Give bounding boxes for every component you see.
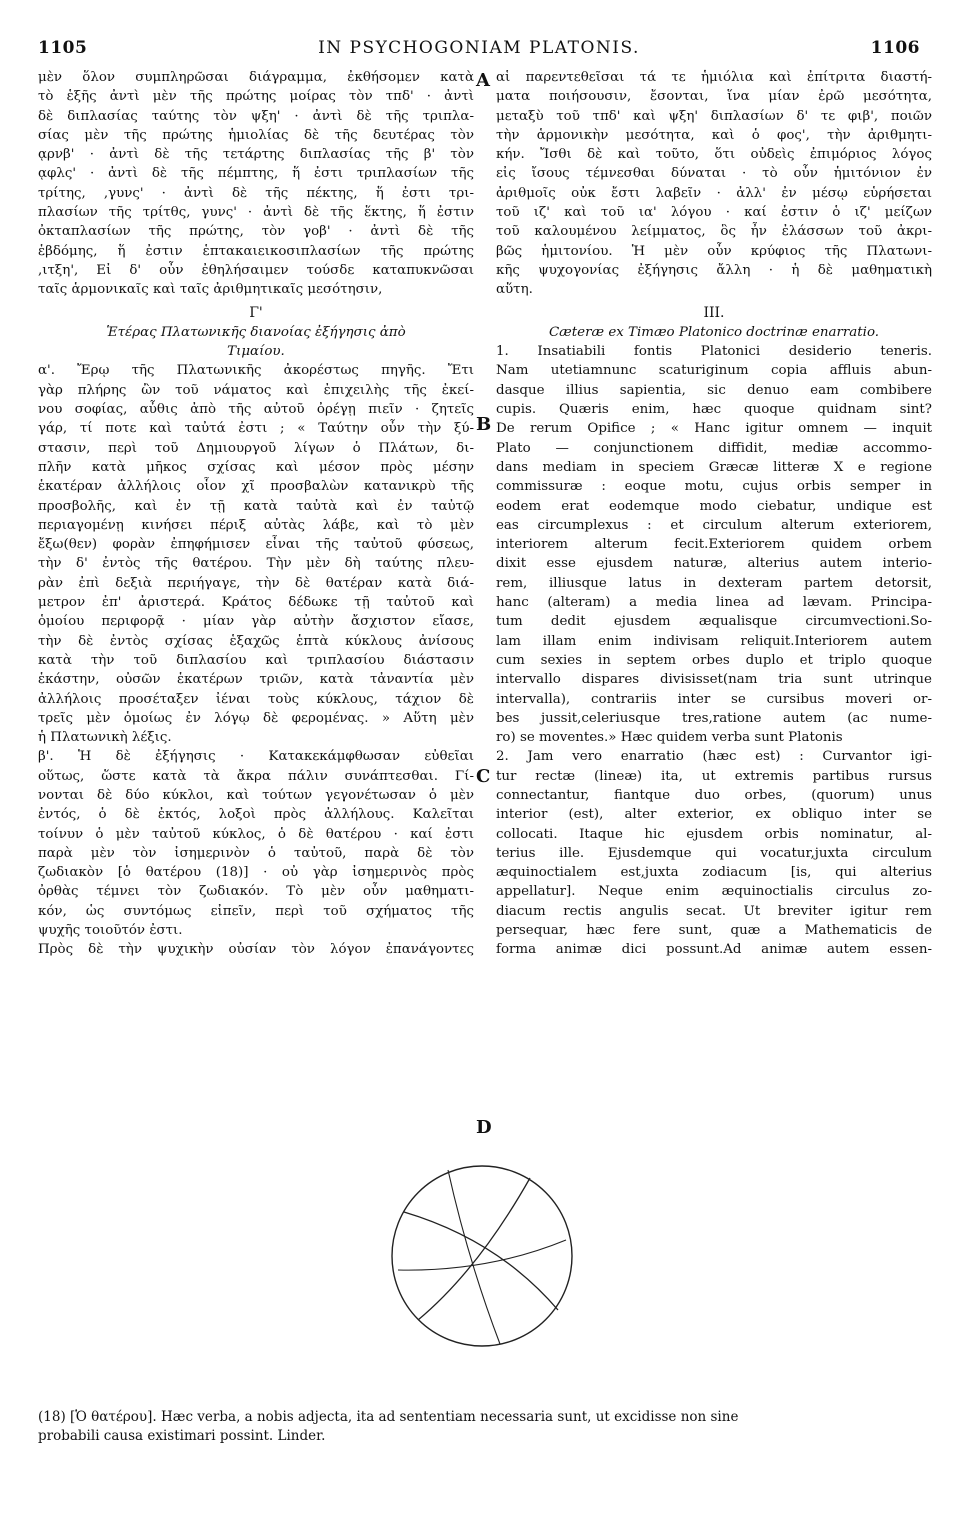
greek-section-title-line: Ἑτέρας Πλατωνικῆς διανοίας ἐξήγησις ἀπὸ [106,324,406,340]
curve-2 [418,1178,530,1320]
greek-line: πλασίων τῆς τρίτθς, γυνς' · ἀντὶ δὲ τῆς ἕκτης, ἥ ἐστιν [38,205,474,221]
greek-line: ἐντός, ὁ δὲ ἐκτός, λοξοὶ πρὸς ἀλλήλους. Καλεῖται [38,807,474,823]
latin-line: rem, illiusque latus in dexteram partem detorsit, [496,575,932,591]
footnote-line: (18) [Ὁ θατέρου]. Hæc verba, a nobis adjecta, ita ad sententiam necessaria sunt, ut excidisse non sine [38,1409,739,1425]
greek-paragraph-2 [38,361,474,747]
latin-line: cum sexies in septem orbes duplo et triplo quoque [496,652,932,668]
greek-line: τὸ ἑξῆς ἀντὶ μὲν τῆς πρώτης μοίρας τὸν τπδ' · ἀντὶ [38,89,474,105]
latin-line: cupis. Quæris enim, hæc quoque quidnam sint? [496,402,932,418]
latin-line: 1. Insatiabili fontis Platonici desiderio teneris. [496,344,932,360]
greek-paragraph-1 [38,68,474,300]
greek-line: ἀλλήλοις προσέταξεν ἰέναι τοὺς κύκλους, τάχιον δὲ [38,691,474,707]
greek-line: ζωδιακὸν [ὁ θατέρου (18)] · οὐ γὰρ ἰσημερινὸς πρὸς [38,865,474,881]
latin-line: τοῦ καλουμένου λείμματος, ὃς ἦν ἐλάσσων τοῦ ἀκρι- [496,224,932,240]
latin-line: ματα ποιήσουσιν, ἔσονται, ἵνα μίαν ἐρῶ μεσότητα, [496,89,932,105]
latin-line: αὕτη. [496,282,533,298]
page-number-right: 1106 [870,38,920,58]
latin-line: μεταξὺ τοῦ τπδ' καὶ ψξη' διπλασίων δ' τε φιβ', ποιῶν [496,108,932,124]
latin-line: collocati. Itaque hic ejusdem orbis nominatur, al- [496,826,932,842]
latin-line: intervalla), contrariis inter se cursibus moveri or- [496,691,932,707]
circles-diagram [388,1160,576,1352]
latin-line: æquinoctialem est,juxta zodiacum [is, qui alterius [496,865,932,881]
latin-line: Nam utetiamnunc scaturiginum copia affluis abun- [496,363,932,379]
greek-line: τρίτης, ,γυνς' · ἀντὶ δὲ τῆς πέκτης, ἥ ἐστι τρι- [38,185,474,201]
latin-line: eodem erat eodemque modo ciebatur, undique est [496,498,932,514]
latin-line: dasque illius sapientia, sic denuo eam combibere [496,382,932,398]
greek-section-title [38,323,474,362]
greek-line: ὁμοίου περιφορᾷ · μίαν γὰρ αὐτὴν ἄσχιστον εἴασε, [38,614,474,630]
latin-line: τὴν ἁρμονικὴν μεσότητα, καὶ ὁ φος', τὴν ἀριθμητι- [496,127,932,143]
latin-line: tur rectæ (lineæ) ita, ut extremis partibus rursus [496,768,932,784]
latin-column [496,68,932,960]
greek-line: ἡ Πλατωνικὴ λέξις. [38,730,172,746]
greek-line: τρεῖς μὲν ὁμοίως ἐν λόγῳ δὲ φερομένας. » Αὕτη μὲν [38,710,474,726]
greek-line: ἑβδόμης, ἥ ἐστιν ἑπτακαιεικοσιπλασίων τῆς πρώτης [38,243,474,259]
greek-paragraph-3 [38,747,474,940]
latin-line: dans mediam in speciem Græcæ litteræ X e regione [496,459,932,475]
greek-line: προσβολῆς, καὶ ἐν τῇ κατὰ ταὐτὰ καὶ ἐν ταὐτῷ [38,498,474,514]
greek-line: ἑκάστην, οὐσῶν ἑκατέρων τριῶν, κατὰ τἀναντία μὲν [38,672,474,688]
running-header [38,38,920,62]
footnote [38,1408,928,1446]
latin-line: commissuræ : eoque motu, cujus orbis semper in [496,479,932,495]
latin-line: lam illam enim indivisam reliquit.Interiorem autem [496,633,932,649]
latin-line: hanc (alteram) a media linea ad lævam. Principa- [496,595,932,611]
greek-line: μετρον ἐπ' ἀριστερά. Κράτος δέδωκε τῇ ταὐτοῦ καὶ [38,595,474,611]
latin-paragraph-1 [496,68,932,300]
curve-1 [404,1212,558,1310]
greek-section-title-line: Τιμαίου. [227,344,285,360]
greek-line: ,ιτξη', Εἰ δ' οὖν ἐθηλήσαιμεν τούσδε καταπυκνῶσαι [38,262,474,278]
greek-line: α'. Ἔρῳ τῆς Πλατωνικῆς ἀκορέστως πηγῆς. Ἔτι [38,363,474,379]
greek-line: ταῖς ἁρμονικαῖς καὶ ταῖς ἀριθμητικαῖς μεσότησιν, [38,282,383,298]
margin-letter-b: B [476,414,492,435]
latin-line: appellatur]. Neque enim æquinoctialis circulus zo- [496,884,932,900]
greek-line: μὲν ὅλον συμπληρῶσαι διάγραμμα, ἐκθήσομεν κατὰ [38,70,474,85]
greek-line: ᾳφλς' · ἀντὶ δὲ τῆς πέμπτης, ἥ ἐστι τριπλασίων τῆς [38,166,474,182]
latin-line: βῶς ἡμιτονίου. Ἡ μὲν οὖν κρύφιος τῆς Πλατωνι- [496,243,932,259]
greek-line: σίας μὲν τῆς πρώτης ἡμιολίας δὲ τῆς δευτέρας τὸν [38,127,474,143]
latin-section-title: Cæteræ ex Timæo Platonico doctrinæ enarratio. [548,324,880,340]
greek-section-number: Γ' [249,304,263,321]
latin-line: interior (est), alter exterior, ex obliquo inter se [496,807,932,823]
greek-line: ἑκατέραν ἀλλήλοις οἷον χῖ προσβαλὼν κατανικρὺ τῆς [38,479,474,495]
greek-line: περιαγομένῃ κινήσει πέριξ αὐτὰς λάβε, καὶ τὸ μὲν [38,517,474,533]
latin-line: 2. Jam vero enarratio (hæc est) : Curvantor igi- [496,749,932,765]
latin-line: intervallo dispares divisisset(nam tria sunt utrinque [496,672,932,688]
latin-line: persequar, hæc fere sunt, quæ a Mathematicis de [496,923,932,939]
latin-paragraph-3 [496,747,932,959]
greek-line: κατὰ τὴν τοῦ διπλασίου καὶ τριπλασίου διάστασιν [38,652,474,668]
margin-letter-d: D [476,1117,492,1138]
greek-line: δὲ διπλασίας ταύτης τὸν ψξη' · ἀντὶ δὲ τῆς τριπλα- [38,108,474,124]
margin-letter-a: A [476,70,490,91]
greek-line: ψυχῆς τοιοῦτόν ἐστι. [38,923,183,939]
curve-3 [398,1240,566,1270]
greek-line: β'. Ἡ δὲ ἐξήγησις · Κατακεκάμφθωσαν εὐθεῖαι [38,749,474,765]
latin-line: eas circumplexus : et circulum alterum exteriorem, [496,517,932,533]
footnote-line: probabili causa existimari possint. Linder. [38,1428,326,1444]
greek-line: στασιν, περὶ τοῦ Δημιουργοῦ λίγων ὁ Πλάτων, δι- [38,440,474,456]
greek-line: τοίνυν ὁ μὲν ταὐτοῦ κύκλος, ὁ δὲ θατέρου · καί ἐστι [38,826,474,842]
greek-line: τὴν δὲ ἐντὸς σχίσας ἑξαχῶς ἑπτὰ κύκλους ἀνίσους [38,633,474,649]
latin-line: diacum rectis angulis secat. Ut breviter igitur rem [496,903,932,919]
margin-letter-c: C [476,766,491,787]
greek-line: νου σοφίας, αὖθις ἀπὸ τῆς αὐτοῦ ὀρέγῃ πιεῖν · ζητεῖς [38,402,474,418]
greek-column [38,68,474,960]
latin-line: forma animæ dici possunt.Ad animæ autem essen- [496,942,932,958]
latin-line: dixit esse ejusdem naturæ, alterius autem interio- [496,556,932,572]
greek-line: ρὰν ἐπὶ δεξιὰ περιήγαγε, τὴν δὲ θατέραν κατὰ διά- [38,575,474,591]
greek-line: νονται δὲ δύο κύκλοι, καὶ τούτων γεγονέτωσαν ὁ μὲν [38,787,474,803]
greek-line: παρὰ μὲν τὸν ἰσημερινὸν ὁ ταὐτοῦ, παρὰ δὲ τὸν [38,845,474,861]
latin-line: εἰς ἴσους τέμνεσθαι δύναται · τὸ οὖν ἡμιτόνιον ἐν [496,166,932,182]
latin-line: connectantur, fiantque duo orbes, (quorum) unus [496,787,932,803]
page-number-left: 1105 [38,38,88,58]
greek-paragraph-4 [38,940,474,959]
latin-section-number: III. [703,304,725,321]
latin-line: ἀριθμοῖς οὐκ ἔστι λαβεῖν · ἀλλ' ἐν μέσῳ εὑρήσεται [496,185,932,201]
greek-line: γάρ, τί ποτε καὶ ταὐτά ἐστι ; « Ταύτην οὖν τὴν ξύ- [38,421,474,437]
greek-line: ὀρθὰς τέμνει τὸν ζωδιακόν. Τὸ μὲν οὖν μαθηματι- [38,884,474,900]
curve-4 [448,1170,500,1344]
latin-line: αἱ παρεντεθεῖσαι τά τε ἡμιόλια καὶ ἐπίτριτα διαστή- [496,70,932,85]
greek-line: πλῆν κατὰ μῆκος σχίσας καὶ μέσον πρὸς μέσην [38,459,474,475]
latin-line: interiorem alterum fecit.Exteriorem quidem orbem [496,537,932,553]
latin-line: Plato — conjunctionem diffidit, mediæ accommo- [496,440,932,456]
greek-line: γὰρ πλήρης ὢν τοῦ νάματος καὶ ἐπιχειλὴς τῆς ἐκεί- [38,382,474,398]
greek-line: κόν, ὡς συντόμως εἰπεῖν, περὶ τοῦ σχήματος τῆς [38,903,474,919]
running-title: IN PSYCHOGONIAM PLATONIS. [318,38,640,58]
greek-line: ὀκταπλασίων τῆς πρώτης, τὸν γοβ' · ἀντὶ δὲ τῆς [38,224,474,240]
greek-line: οὕτως, ὥστε κατὰ τὰ ἄκρα πάλιν συνάπτεσθαι. Γί- [38,768,474,784]
latin-line: κῆς ψυχογονίας ἐξήγησις ἄλλη · ἡ δὲ μαθηματικὴ [496,262,932,278]
latin-line: ro) se moventes.» Hæc quidem verba sunt Platonis [496,730,843,746]
latin-line: De rerum Opifice ; « Hanc igitur omnem — inquit [496,421,932,437]
latin-line: tum dedit ejusdem æqualisque circumvectioni.So- [496,614,932,630]
greek-line: ᾳρνβ' · ἀντὶ δὲ τῆς τετάρτης διπλασίας τῆς β' τὸν [38,147,474,163]
latin-paragraph-2 [496,342,932,747]
latin-line: τοῦ ιζ' καὶ τοῦ ια' λόγου · καί ἐστιν ὁ ιζ' μείζων [496,205,932,221]
greek-line: τὴν δ' ἐντὸς τῆς θατέρου. Τὴν μὲν δὴ ταύτης πλευ- [38,556,474,572]
latin-line: κήν. Ἴσθι δὲ καὶ τοῦτο, ὅτι οὐδεὶς ἐπιμόριος λόγος [496,147,932,163]
latin-line: terius ille. Ejusdemque qui vocatur,juxta circulum [496,845,932,861]
latin-line: bes jussit,celeriusque tres,ratione autem (ac nume- [496,710,932,726]
greek-line: Πρὸς δὲ τὴν ψυχικὴν οὐσίαν τὸν λόγον ἐπανάγοντες [38,942,474,958]
greek-line: ἔξω(θεν) φορὰν ἐπηφήμισεν εἶναι τῆς ταὐτοῦ φύσεως, [38,537,474,553]
